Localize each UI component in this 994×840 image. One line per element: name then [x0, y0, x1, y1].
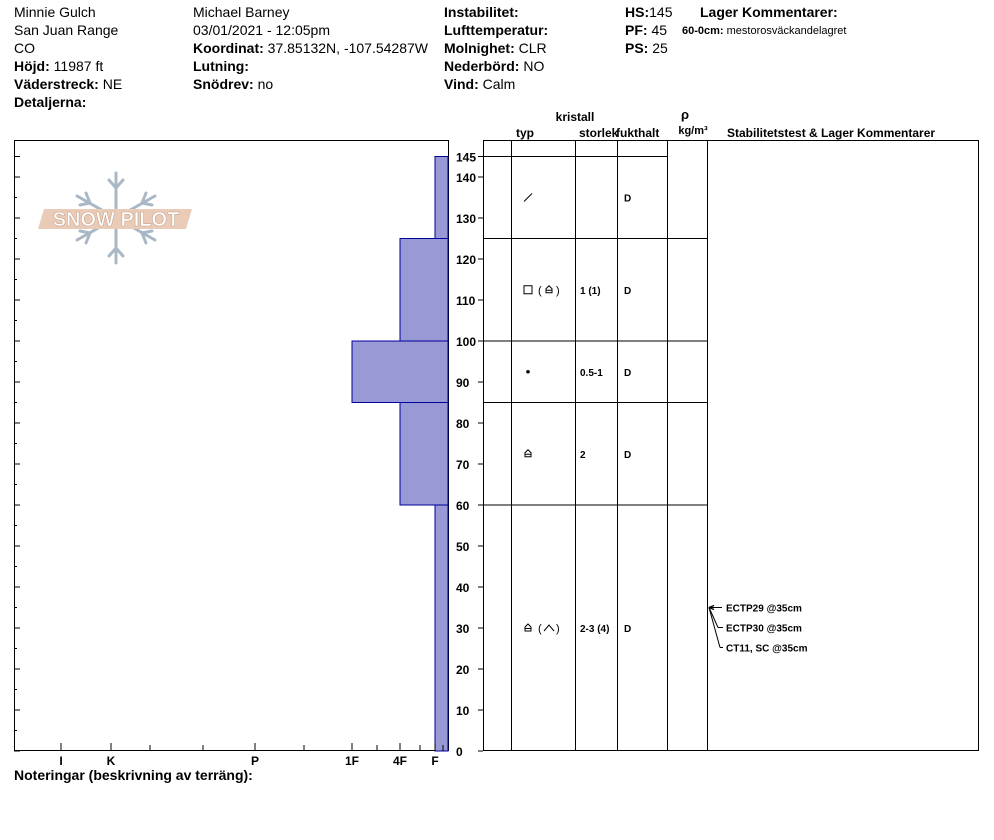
- elevation-label: Höjd:: [14, 58, 50, 74]
- depth-label-20: 20: [456, 663, 470, 677]
- hardness-bar-4: [435, 505, 448, 751]
- aspect-label: Väderstreck:: [14, 76, 99, 92]
- snow-pilot-logo-text: SNOW PILOT: [52, 209, 180, 231]
- air-temp-label: Lufttemperatur:: [444, 22, 549, 38]
- grain-secondary-1: (: [538, 284, 542, 297]
- hardness-label-P: P: [250, 754, 260, 768]
- moisture-1: D: [624, 285, 632, 297]
- grain-icon-0: [524, 194, 532, 202]
- depth-label-100: 100: [456, 335, 477, 349]
- layer-comment-text: mestorosväckandelagret: [726, 25, 847, 37]
- hardness-bar-3: [400, 403, 448, 506]
- ps-label: PS:: [625, 40, 649, 56]
- pf-value: 45: [651, 22, 668, 38]
- hardness-label-I: I: [59, 754, 63, 768]
- hs-label: HS:: [625, 4, 650, 20]
- grain-icon-3: [525, 450, 531, 457]
- depth-label-60: 60: [456, 499, 470, 513]
- depth-label-140: 140: [456, 171, 477, 185]
- wind-loading-value: no: [257, 76, 274, 92]
- grain-size-4: 2-3 (4): [580, 624, 610, 635]
- wind-loading-label: Snödrev:: [193, 76, 254, 92]
- precip-value: NO: [523, 58, 545, 74]
- grain-icon-4-hoar: [525, 624, 531, 631]
- layer-table-frame: [484, 141, 979, 751]
- grain-secondary-icon-1-hoar: [546, 286, 552, 293]
- layer-comments-label: Lager Kommentarer:: [700, 4, 838, 20]
- grain-icon-4: [525, 624, 531, 631]
- depth-label-70: 70: [456, 458, 470, 472]
- wind-label: Vind:: [444, 76, 479, 92]
- moisture-0: D: [624, 193, 632, 205]
- moisture-4: D: [624, 624, 632, 635]
- hardness-label-K: K: [106, 754, 116, 768]
- depth-label-145: 145: [456, 150, 477, 165]
- depth-label-90: 90: [456, 376, 470, 390]
- grain-icon-0-stroke: [524, 194, 532, 202]
- sky-value: CLR: [518, 40, 547, 56]
- depth-label-30: 30: [456, 622, 470, 636]
- depth-label-110: 110: [456, 294, 476, 308]
- grain-secondary-4: (: [538, 623, 542, 635]
- aspect-value: NE: [102, 76, 123, 92]
- depth-label-0: 0: [456, 745, 463, 759]
- test-label-1: ECTP30 @35cm: [726, 623, 802, 635]
- hardness-bar-1: [400, 239, 448, 342]
- coordinate-label: Koordinat:: [193, 40, 264, 56]
- hardness-label-4F: 4F: [392, 754, 408, 768]
- grain-icon-1-square: [524, 286, 532, 294]
- details-label: Detaljerna:: [14, 94, 87, 110]
- col-header-density-unit: kg/m³: [678, 125, 708, 137]
- depth-label-80: 80: [456, 417, 470, 431]
- depth-label-40: 40: [456, 581, 470, 595]
- test-label-2: CT11, SC @35cm: [726, 643, 808, 655]
- instability-label: Instabilitet:: [444, 4, 519, 20]
- hardness-label-F: F: [431, 754, 439, 768]
- grain-size-1: 1 (1): [580, 285, 601, 297]
- coordinate-value: 37.85132N, -107.54287W: [267, 40, 428, 56]
- precip-label: Nederbörd:: [444, 58, 520, 74]
- stability-tests: [709, 604, 808, 655]
- grain-icon-1: [524, 286, 532, 294]
- hardness-bar-0: [435, 157, 448, 239]
- table-layers: [483, 157, 707, 636]
- mountain-range: San Juan Range: [14, 22, 119, 38]
- col-header-moisture: fukthalt: [616, 126, 660, 140]
- snow-pilot-logo: [38, 173, 192, 263]
- grain-secondary-icon-1: [546, 286, 552, 293]
- ps-value: 25: [652, 40, 668, 56]
- hardness-bar-2: [352, 341, 448, 403]
- grain-icon-2-dot: [527, 370, 530, 373]
- test-label-0: ECTP29 @35cm: [726, 603, 802, 615]
- grain-icon-3-hoar: [525, 450, 531, 457]
- grain-secondary-close-4: ): [556, 623, 560, 635]
- location-name: Minnie Gulch: [14, 4, 96, 20]
- col-header-size: storlek: [579, 126, 619, 140]
- col-header-type: typ: [516, 126, 534, 140]
- pf-label: PF:: [625, 22, 648, 38]
- depth-label-120: 120: [456, 253, 477, 267]
- terrain-notes-label: Noteringar (beskrivning av terräng):: [14, 767, 253, 783]
- layer-table: [483, 140, 979, 751]
- grain-size-3: 2: [580, 449, 586, 461]
- hardness-axis: [59, 743, 443, 768]
- observer-name: Michael Barney: [193, 4, 290, 20]
- elevation-value: 11987 ft: [53, 58, 104, 74]
- grain-icon-2: [527, 370, 530, 373]
- grain-size-2: 0.5-1: [580, 367, 603, 379]
- depth-label-130: 130: [456, 212, 477, 226]
- moisture-3: D: [624, 449, 632, 461]
- slope-label: Lutning:: [193, 58, 249, 74]
- grain-secondary-icon-4: [544, 625, 554, 631]
- depth-label-50: 50: [456, 540, 470, 554]
- hardness-bars: [352, 157, 448, 752]
- moisture-2: D: [624, 367, 632, 379]
- wind-value: Calm: [482, 76, 516, 92]
- observation-datetime: 03/01/2021 - 12:05pm: [193, 22, 330, 38]
- col-header-crystal: kristall: [555, 110, 595, 124]
- state: CO: [14, 40, 35, 56]
- hardness-label-1F: 1F: [344, 754, 360, 768]
- sky-label: Molnighet:: [444, 40, 515, 56]
- grain-secondary-close-1: ): [556, 284, 560, 297]
- layer-comment-range: 60-0cm:: [682, 25, 724, 37]
- depth-label-10: 10: [456, 704, 470, 718]
- hs-value: 145: [649, 4, 673, 20]
- col-header-rho: ρ: [680, 107, 690, 122]
- col-header-stability: Stabilitetstest & Lager Kommentarer: [727, 126, 936, 140]
